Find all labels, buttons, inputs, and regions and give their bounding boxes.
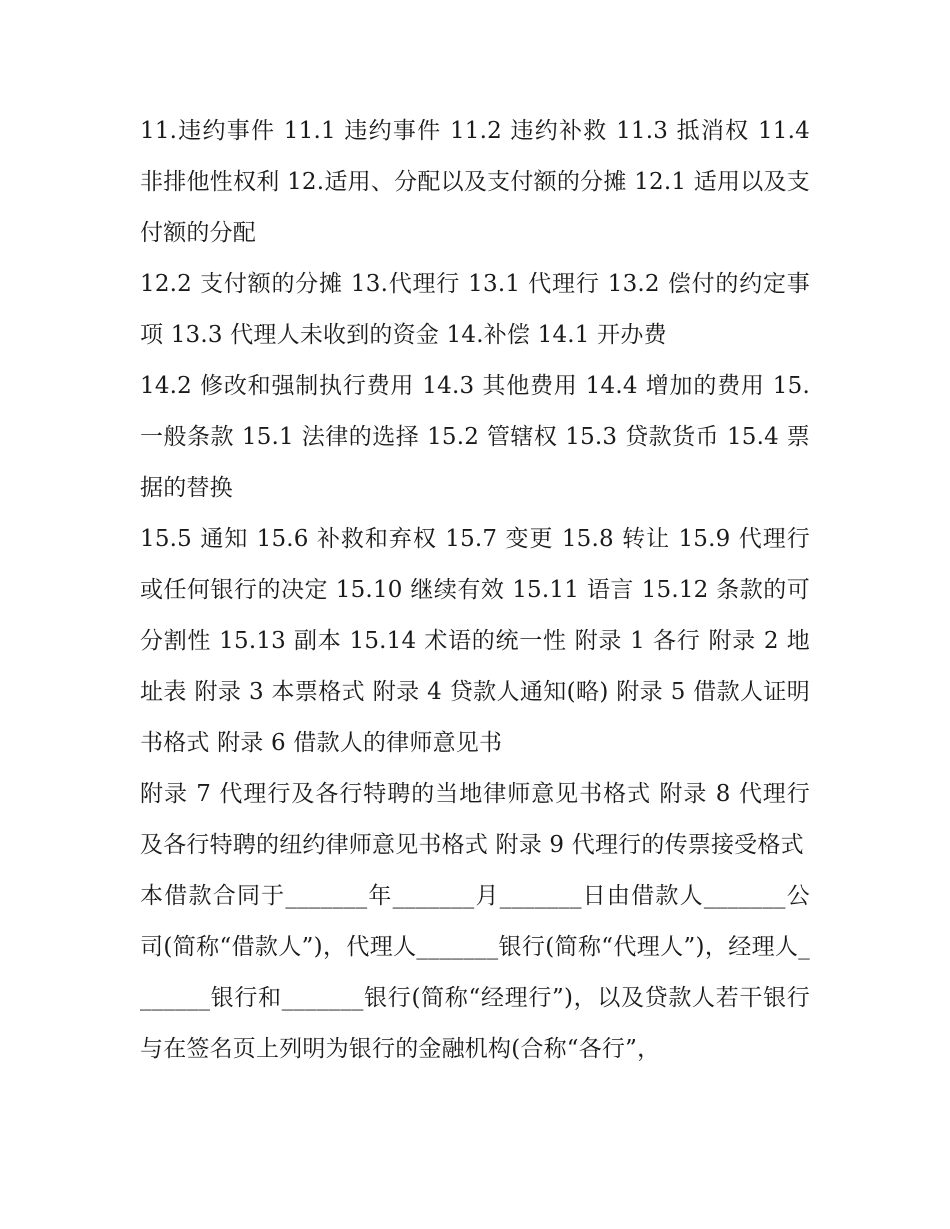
document-body bbox=[140, 106, 810, 1075]
paragraph-toc-11-12: 11.违约事件 11.1 违约事件 11.2 违约补救 11.3 抵消权 11.4 非排他性权利 12.适用、分配以及支付额的分摊 12.1 适用以及支付额的分配 bbox=[140, 118, 810, 246]
paragraph-toc-14-15: 14.2 修改和强制执行费用 14.3 其他费用 14.4 增加的费用 15.一般条款 15.1 法律的选择 15.2 管辖权 15.3 贷款货币 15.4 票据的替换 bbox=[140, 373, 810, 501]
paragraph-contract-preamble: 本借款合同于_______年_______月_______日由借款人_______公司(简称“借款人”)，代理人_______银行(简称“代理人”)，经理人_______银行和_______银行(简称“经理行”)，以及贷款人若干银行与在签名页上列明为银行的金融机构(合称“各行”， bbox=[140, 883, 810, 1062]
paragraph-toc-appendix-7-9: 附录 7 代理行及各行特聘的当地律师意见书格式 附录 8 代理行及各行特聘的纽约律师意见书格式 附录 9 代理行的传票接受格式 bbox=[140, 781, 810, 858]
paragraph-toc-15-appendix: 15.5 通知 15.6 补救和弃权 15.7 变更 15.8 转让 15.9 代理行或任何银行的决定 15.10 继续有效 15.11 语言 15.12 条款的可分割性 15.13 副本 15.14 术语的统一性 附录 1 各行 附录 2 地址表 附录 3 本票格式 附录 4 贷款人通知(略) 附录 5 借款人证明书格式 附录 6 借款人的律师意见书 bbox=[140, 526, 810, 756]
paragraph-toc-12-14: 12.2 支付额的分摊 13.代理行 13.1 代理行 13.2 偿付的约定事项 13.3 代理人未收到的资金 14.补偿 14.1 开办费 bbox=[140, 271, 810, 348]
